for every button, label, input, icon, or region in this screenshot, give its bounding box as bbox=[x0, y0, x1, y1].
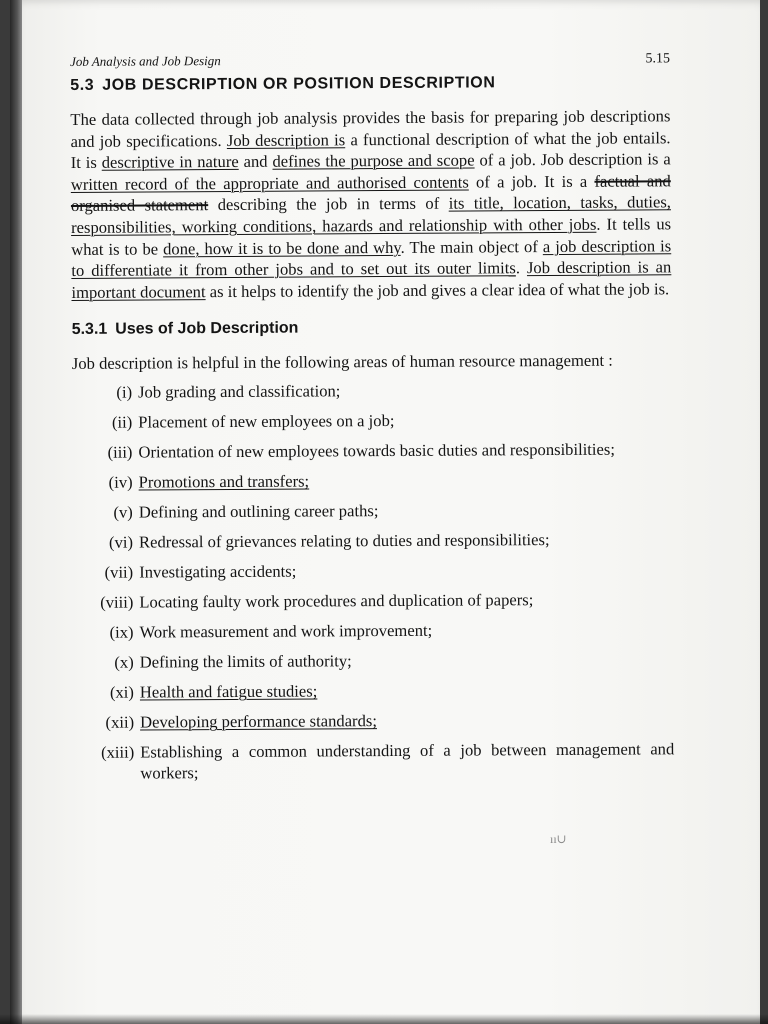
underlined-phrase: descriptive in nature bbox=[101, 152, 239, 172]
list-item bbox=[64, 439, 672, 464]
item-number: (xi) bbox=[109, 682, 134, 703]
item-text: Promotions and transfers; bbox=[138, 471, 310, 492]
item-number: (viii) bbox=[100, 592, 134, 613]
section-number: 5.3 bbox=[70, 76, 95, 94]
list-item bbox=[65, 529, 673, 554]
para-text: The data collected through job analysis provides the basis for preparing job descriptions and job specifications. bbox=[70, 106, 671, 151]
item-number: (iv) bbox=[108, 472, 133, 493]
list-item bbox=[66, 709, 674, 734]
list-item bbox=[65, 499, 673, 524]
list-item bbox=[65, 619, 673, 644]
underlined-phrase: its title, location, tasks, duties, responsibilities, working conditions, hazards and relationship with other jobs bbox=[71, 192, 671, 237]
underlined-phrase: Job description is bbox=[226, 129, 346, 150]
item-number: (ii) bbox=[111, 412, 133, 433]
item-number: (vii) bbox=[104, 562, 134, 583]
subsection-heading bbox=[72, 318, 672, 340]
list-item bbox=[65, 469, 673, 494]
running-head bbox=[70, 50, 670, 71]
para-text: of a job. Job description is a bbox=[474, 149, 671, 170]
list-item bbox=[66, 679, 674, 704]
item-number: (xii) bbox=[105, 712, 135, 733]
section-heading bbox=[70, 73, 670, 95]
page-bottom-shadow bbox=[0, 1014, 768, 1024]
list-item bbox=[65, 559, 673, 584]
para-text: of a job. It is a bbox=[468, 171, 595, 192]
item-text: Redressal of grievances relating to duties and responsibilities; bbox=[138, 530, 550, 552]
list-item bbox=[64, 409, 672, 434]
underlined-phrase: a job description is to differentiate it from other jobs and to set out its outer limits bbox=[71, 235, 672, 281]
book-page bbox=[10, 0, 760, 1024]
item-number: (i) bbox=[116, 382, 133, 403]
list-item bbox=[65, 589, 673, 614]
page-binding-shadow bbox=[10, 0, 22, 1024]
item-number: (x) bbox=[114, 652, 134, 673]
list-item bbox=[64, 379, 672, 404]
item-text: Establishing a common understanding of a job between management and workers; bbox=[140, 739, 675, 783]
struck-phrase: factual and organised statement bbox=[70, 171, 671, 216]
underlined-phrase: done, how it is to be done and why bbox=[163, 237, 401, 258]
para-text: describing the job in terms of bbox=[208, 194, 449, 215]
page-content bbox=[62, 50, 675, 793]
para-text: as it helps to identify the job and gives a clear idea of what the job is. bbox=[205, 279, 670, 301]
running-title: Job Analysis and Job Design bbox=[69, 53, 221, 69]
item-text: Defining the limits of authority; bbox=[139, 651, 352, 672]
para-text: a functional description of what the job entails. It is bbox=[70, 127, 671, 173]
para-text: . The main object of bbox=[400, 236, 543, 257]
subsection-number: 5.3.1 bbox=[71, 321, 108, 339]
item-text: Investigating accidents; bbox=[139, 561, 297, 582]
item-number: (iii) bbox=[107, 442, 133, 463]
item-number: (ix) bbox=[109, 622, 134, 643]
job-description-paragraph bbox=[70, 105, 671, 303]
handwritten-mark: ıı∪ bbox=[550, 832, 567, 846]
uses-intro: Job description is helpful in the following areas of human resource management : bbox=[71, 350, 613, 374]
item-number: (vi) bbox=[108, 532, 134, 553]
item-text: Work measurement and work improvement; bbox=[139, 621, 433, 642]
item-text: Orientation of new employees towards basic duties and responsibilities; bbox=[138, 439, 615, 462]
item-text: Job grading and classification; bbox=[138, 381, 341, 402]
list-item bbox=[66, 649, 674, 674]
underlined-phrase: defines the purpose and scope bbox=[272, 150, 475, 171]
para-text: and bbox=[238, 151, 273, 172]
item-number: (v) bbox=[113, 502, 133, 523]
item-text: Locating faulty work procedures and duplication of papers; bbox=[139, 590, 534, 612]
item-text: Defining and outlining career paths; bbox=[138, 501, 379, 522]
subsection-title: Uses of Job Description bbox=[115, 319, 299, 339]
underlined-phrase: written record of the appropriate and authorised contents bbox=[70, 172, 469, 194]
para-text: . bbox=[515, 258, 527, 278]
list-item bbox=[66, 739, 674, 785]
item-text: Placement of new employees on a job; bbox=[138, 411, 395, 432]
item-text: Developing performance standards; bbox=[140, 711, 377, 732]
item-text: Health and fatigue studies; bbox=[139, 681, 318, 702]
underlined-phrase: Job description is an important document bbox=[71, 257, 672, 302]
item-number: (xiii) bbox=[101, 742, 135, 763]
uses-list bbox=[64, 379, 674, 785]
para-text: . It tells us what is to be bbox=[71, 214, 672, 259]
section-title: JOB DESCRIPTION OR POSITION DESCRIPTION bbox=[102, 74, 496, 94]
page-number: 5.15 bbox=[645, 51, 671, 67]
